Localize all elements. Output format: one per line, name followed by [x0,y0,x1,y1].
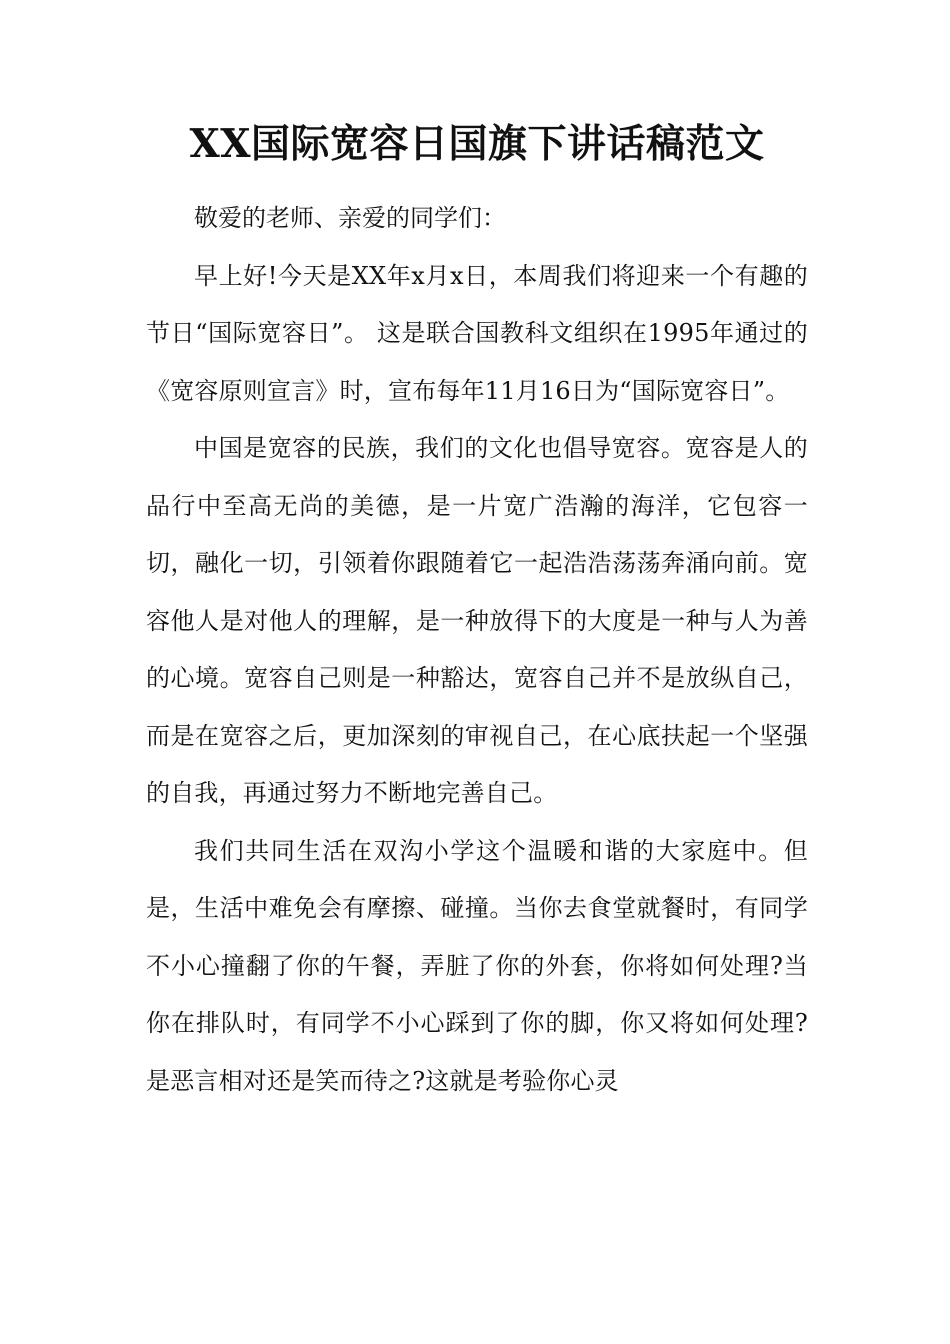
paragraph-3: 我们共同生活在双沟小学这个温暖和谐的大家庭中。但是，生活中难免会有摩擦、碰撞。当你去食堂就餐时，有同学不小心撞翻了你的午餐，弄脏了你的外套，你将如何处理?当你在排队时，有同学不小心踩到了你的脚，你又将如何处理?是恶言相对还是笑而待之?这就是考验你心灵 [146,836,808,1095]
paragraph-1: 早上好!今天是XX年x月x日，本周我们将迎来一个有趣的节日“国际宽容日”。 这是联合国教科文组织在1995年通过的《宽容原则宣言》时，宣布每年11月16日为“国际宽容日”。 [146,261,808,405]
document-title: XX国际宽容日国旗下讲话稿范文 [189,121,765,167]
paragraph-2: 中国是宽容的民族，我们的文化也倡导宽容。宽容是人的品行中至高无尚的美德，是一片宽广浩瀚的海洋，它包容一切，融化一切，引领着你跟随着它一起浩浩荡荡奔涌向前。宽容他人是对他人的理解，是一种放得下的大度是一种与人为善的心境。宽容自己则是一种豁达，宽容自己并不是放纵自己，而是在宽容之后，更加深刻的审视自己，在心底扶起一个坚强的自我，再通过努力不断地完善自己。 [146,434,808,807]
salutation: 敬爱的老师、亲爱的同学们： [194,204,506,232]
